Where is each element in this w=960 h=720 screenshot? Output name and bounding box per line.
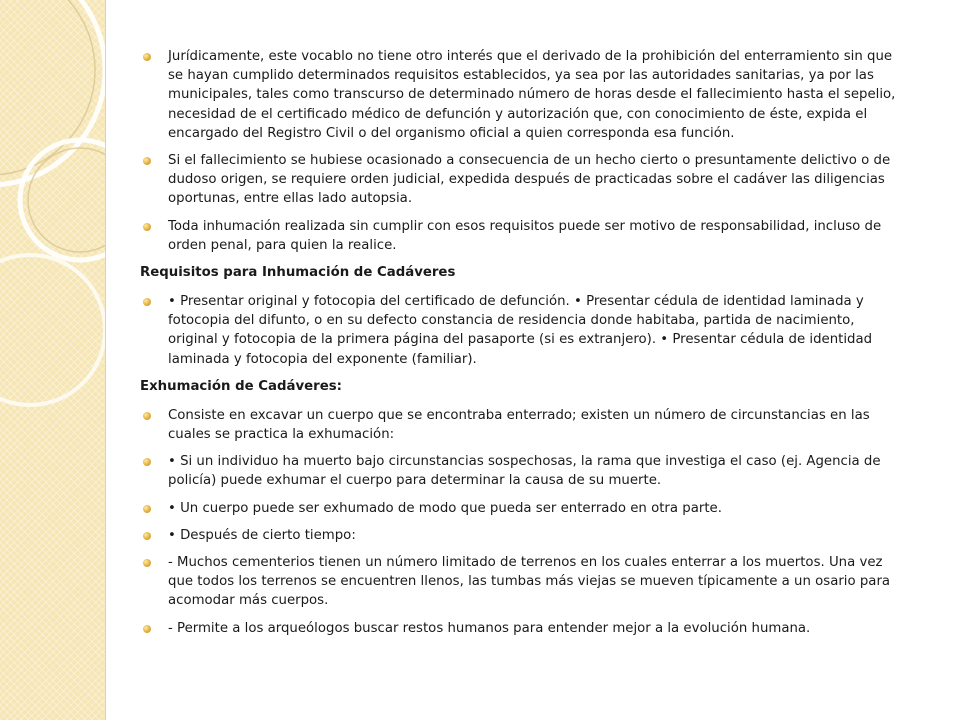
bullet-icon	[143, 532, 151, 540]
item-text: • Un cuerpo puede ser exhumado de modo que pueda ser enterrado en otra parte.	[168, 500, 722, 516]
item-text: Si el fallecimiento se hubiese ocasionado a consecuencia de un hecho cierto o presuntamente delictivo o de dudoso origen, se requiere orden judicial, expedida después de practicadas sobre el cadáver las diligencias oportunas, entre ellas lado autopsia.	[168, 153, 891, 207]
item-text: • Si un individuo ha muerto bajo circunstancias sospechosas, la rama que investiga el caso (ej. Agencia de policía) puede exhumar el cuerpo para determinar la causa de su muerte.	[168, 454, 881, 489]
decorative-arcs	[0, 0, 106, 720]
section-heading-inhumacion: Requisitos para Inhumación de Cadáveres	[140, 265, 456, 281]
slide-content	[140, 47, 908, 646]
bullet-icon	[143, 53, 151, 61]
item-text: Consiste en excavar un cuerpo que se encontraba enterrado; existen un número de circunstancias en las cuales se practica la exhumación:	[168, 407, 870, 443]
bullet-icon	[143, 458, 151, 466]
list-item	[140, 217, 908, 255]
section-heading-exhumacion: Exhumación de Cadáveres:	[140, 378, 342, 394]
item-text: - Muchos cementerios tienen un número limitado de terrenos en los cuales enterrar a los muertos. Una vez que todos los terrenos se encuentren llenos, las tumbas más viejas se mueven típicamente a un osario para acomodar más cuerpos.	[168, 555, 891, 609]
item-text: • Presentar original y fotocopia del certificado de defunción. • Presentar cédula de identidad laminada y fotocopia del difunto, o en su defecto constancia de residencia donde habitaba, partida de nacimiento, original y fotocopia de la primera página del pasaporte (si es extranjero). • Presentar cédula de identidad laminada y fotocopia del exponente (familiar).	[168, 294, 873, 367]
item-text: Jurídicamente, este vocablo no tiene otro interés que el derivado de la prohibición del enterramiento sin que se hayan cumplido determinados requisitos establecidos, ya sea por las autoridades sanitarias, ya por las municipales, tales como transcurso de determinado número de horas desde el fallecimiento hasta el sepelio, necesidad de el certificado médico de defunción y autorización que, con conocimiento de éste, expida el encargado del Registro Civil o del organismo oficial a quien corresponda esa función.	[168, 49, 896, 141]
list-item	[140, 499, 908, 518]
bullet-icon	[143, 625, 151, 633]
list-item	[140, 452, 908, 490]
bullet-icon	[143, 559, 151, 567]
list-item	[140, 406, 908, 444]
item-text: Toda inhumación realizada sin cumplir con esos requisitos puede ser motivo de responsabilidad, incluso de orden penal, para quien la realice.	[168, 218, 882, 253]
list-item	[140, 526, 908, 545]
decorative-side-band	[0, 0, 106, 720]
list-item	[140, 619, 908, 638]
list-item	[140, 553, 908, 611]
bullet-icon	[143, 157, 151, 165]
bullet-icon	[143, 412, 151, 420]
bullet-icon	[143, 505, 151, 513]
bullet-icon	[143, 298, 151, 306]
list-item	[140, 292, 908, 369]
item-text: • Después de cierto tiempo:	[168, 527, 356, 543]
bullet-icon	[143, 223, 151, 231]
item-text: - Permite a los arqueólogos buscar restos humanos para entender mejor a la evolución humana.	[168, 620, 811, 636]
list-item	[140, 47, 908, 143]
list-item	[140, 151, 908, 209]
